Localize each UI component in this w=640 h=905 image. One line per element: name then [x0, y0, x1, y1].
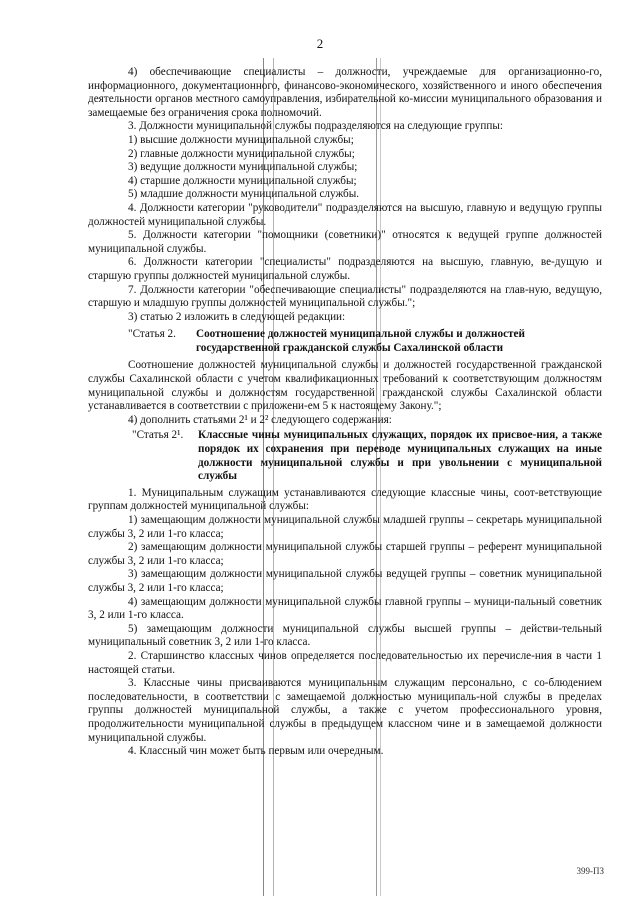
list-item: 5) замещающим должности муниципальной службы высшей группы – действи-тельный муниципальный советник 3, 2 или 1-го класса. — [88, 622, 602, 649]
paragraph: 5. Должности категории "помощники (советники)" относятся к ведущей группе должностей муниципальной службы. — [88, 229, 602, 255]
list-item: 1) высшие должности муниципальной службы; — [128, 133, 354, 146]
list-item: 4) замещающим должности муниципальной службы главной группы – муници-пальный советник 3, 2 или 1-го класса. — [88, 595, 602, 622]
list-item: 2) замещающим должности муниципальной службы старшей группы – референт муниципальной службы 3, 2 или 1-го класса; — [88, 541, 602, 567]
list-item: 1) замещающим должности муниципальной службы младшей группы – секретарь муниципальной службы 3, 2 или 1-го класса; — [88, 514, 602, 540]
article-heading — [128, 328, 602, 355]
article-title: Соотношение должностей муниципальной службы и должностей государственной гражданской службы Сахалинской области — [196, 328, 525, 354]
paragraph: 3. Классные чины присваиваются муниципальным служащим персонально, с со-блюдением последовательности, в соответствии с замещаемой должностью муниципаль-ной службы в пределах группы должностей муниципальной службы, а также с учетом профессионального уровня, продолжительности муниципальной службы в предыдущем классном чине и в замещаемой должности муниципальной службы. — [88, 677, 602, 744]
paragraph: 4. Должности категории "руководители" подразделяются на высшую, главную и ведущую группы должностей муниципальной службы. — [88, 201, 602, 228]
paragraph: 1. Муниципальным служащим устанавливаются следующие классные чины, соот-ветствующие группам должностей муниципальной службы: — [88, 486, 602, 513]
paragraph: 3. Должности муниципальной службы подразделяются на следующие группы: — [128, 120, 503, 133]
article-heading — [132, 429, 602, 483]
page-number: 2 — [316, 36, 324, 51]
paragraph: 3) статью 2 изложить в следующей редакции: — [128, 310, 346, 323]
list-item: 4) старшие должности муниципальной службы; — [128, 174, 357, 187]
article-title: Классные чины муниципальных служащих, порядок их присвое-ния, а также порядок их сохранения при переводе муниципальных служащих на иные должности муниципальной службы и при увольнении с муниципальной службы — [198, 429, 602, 483]
paragraph: 4) дополнить статьями 2¹ и 2² следующего содержания: — [128, 413, 392, 426]
paragraph: 4) обеспечивающие специалисты – должности, учреждаемые для организационно-го, информационного, документационного, финансово-экономического, хозяйственного и иного обеспечения деятельности органов местного самоуправления, избирательной ко-миссии муниципального образования и замещаемые без ограничения срока полномочий. — [88, 66, 602, 119]
article-label: "Статья 2¹. — [132, 429, 184, 442]
list-item: 5) младшие должности муниципальной службы. — [128, 188, 360, 201]
document-body — [88, 66, 602, 759]
article-label: "Статья 2. — [128, 328, 176, 341]
list-item: 2) главные должности муниципальной службы; — [128, 147, 355, 160]
paragraph: 4. Классный чин может быть первым или очередным. — [128, 745, 384, 758]
paragraph: 2. Старшинство классных чинов определяется последовательностью их перечисле-ния в части 1 настоящей статьи. — [88, 649, 602, 676]
paragraph: 7. Должности категории "обеспечивающие специалисты" подразделяются на глав-ную, ведущую, старшую и младшую группы должностей муниципальной службы."; — [88, 283, 602, 310]
list-item: 3) ведущие должности муниципальной службы; — [128, 161, 358, 174]
list-item: 3) замещающим должности муниципальной службы ведущей группы – советник муниципальной службы 3, 2 или 1-го класса; — [88, 568, 602, 594]
paragraph: Соотношение должностей муниципальной службы и должностей государственной гражданской службы Сахалинской области с учетом квалификационных требований к соответствующим должностям муниципальной службы и должностям государственной гражданской службы Сахалинской области устанавливается в соответствии с приложени-ем 5 к настоящему Закону."; — [88, 359, 602, 413]
paragraph: 6. Должности категории "специалисты" подразделяются на высшую, главную, ве-дущую и старшую группы должностей муниципальной службы. — [88, 256, 602, 282]
document-code: 399-ПЗ — [576, 866, 604, 876]
